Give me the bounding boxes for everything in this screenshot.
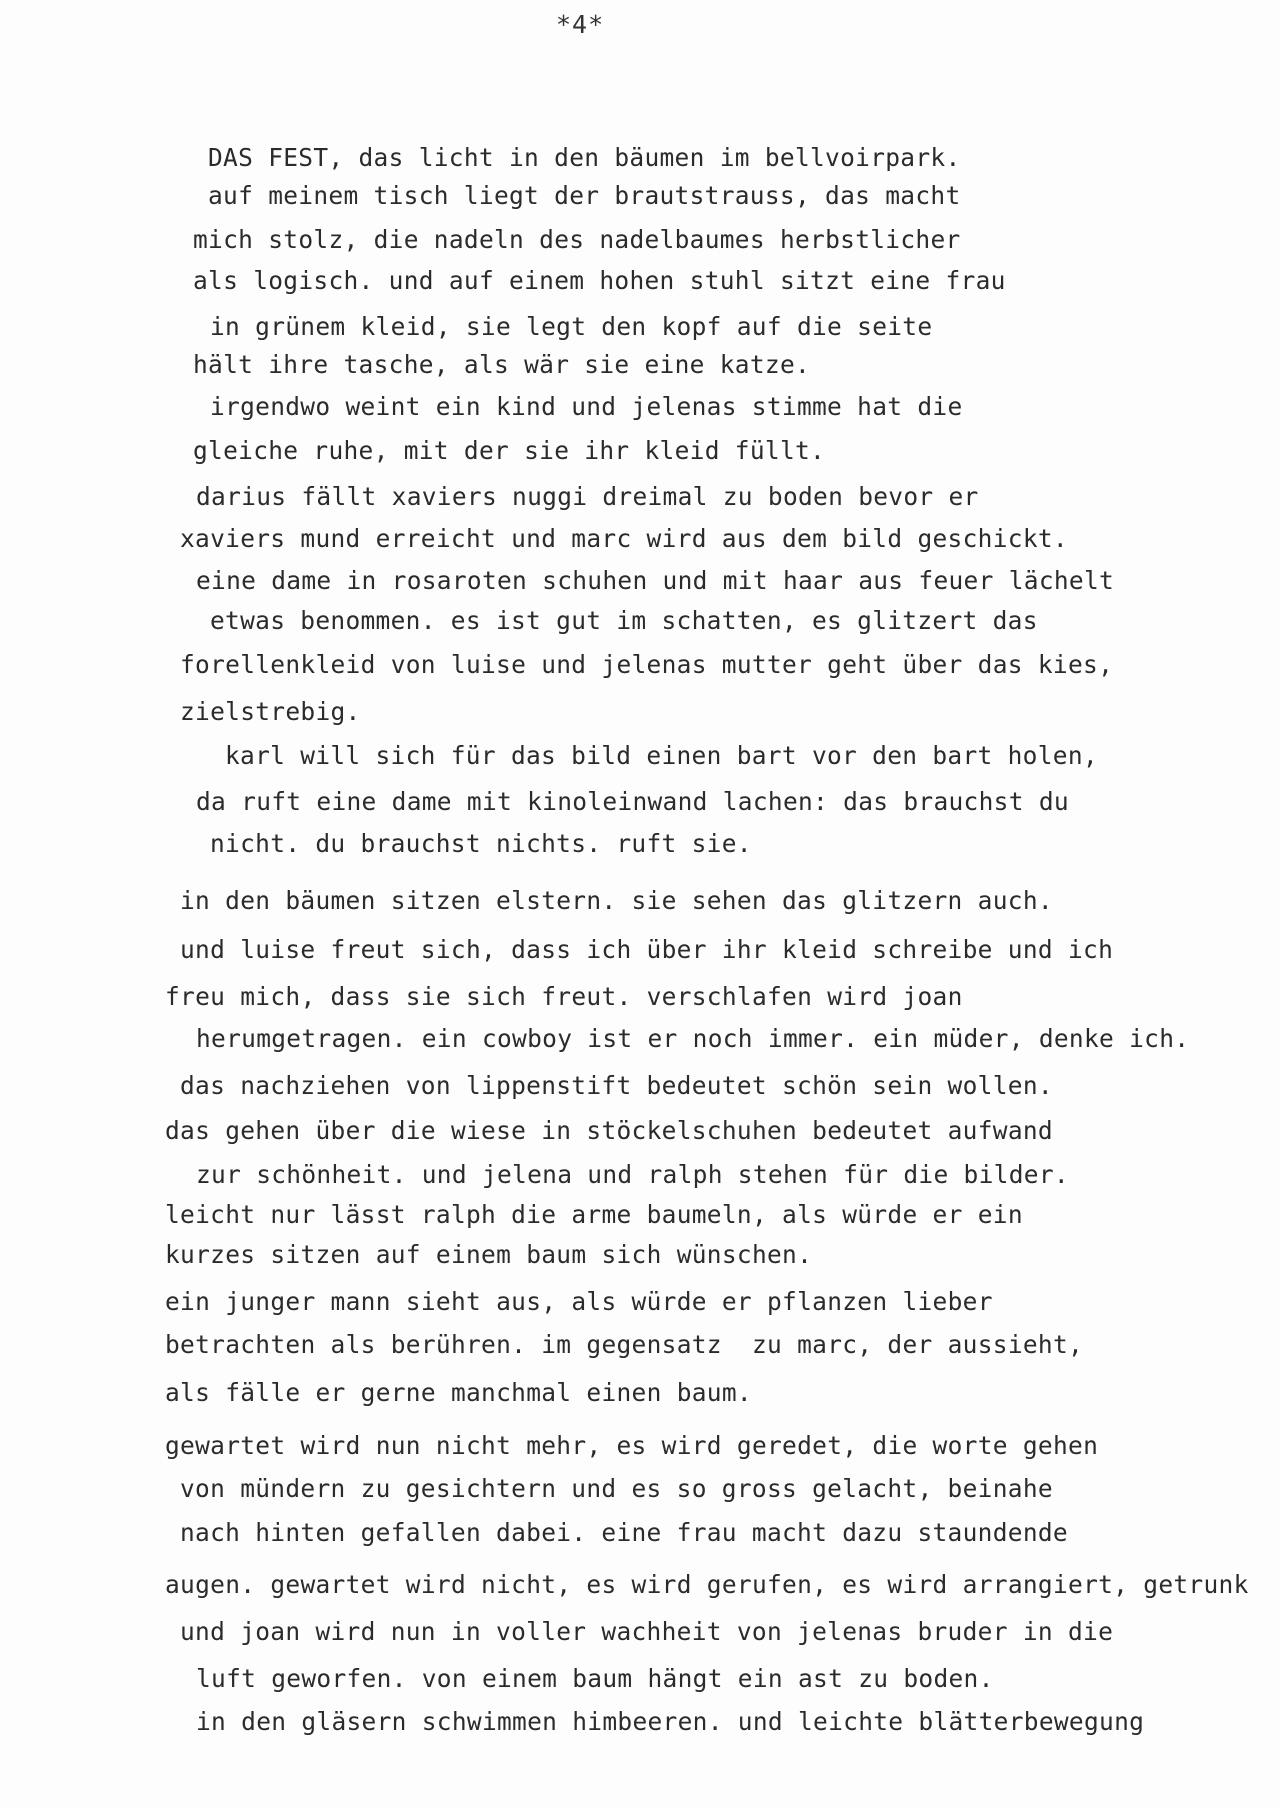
text-line: mich stolz, die nadeln des nadelbaumes herbstlicher — [193, 225, 961, 254]
text-line: hält ihre tasche, als wär sie eine katze. — [193, 350, 811, 379]
page-number: *4* — [556, 10, 605, 39]
text-line: augen. gewartet wird nicht, es wird gerufen, es wird arrangiert, getrunk — [165, 1570, 1249, 1599]
text-line: ein junger mann sieht aus, als würde er pflanzen lieber — [165, 1287, 993, 1316]
text-line: und luise freut sich, dass ich über ihr kleid schreibe und ich — [180, 935, 1114, 964]
text-line: karl will sich für das bild einen bart vor den bart holen, — [225, 741, 1098, 770]
text-line: herumgetragen. ein cowboy ist er noch immer. ein müder, denke ich. — [196, 1024, 1190, 1053]
text-line: eine dame in rosaroten schuhen und mit haar aus feuer lächelt — [196, 566, 1115, 595]
text-line: betrachten als berühren. im gegensatz zu marc, der aussieht, — [165, 1330, 1084, 1359]
text-line: auf meinem tisch liegt der brautstrauss, das macht — [208, 181, 961, 210]
text-line: in grünem kleid, sie legt den kopf auf die seite — [210, 312, 933, 341]
text-line: irgendwo weint ein kind und jelenas stimme hat die — [210, 392, 963, 421]
text-line: in den bäumen sitzen elstern. sie sehen das glitzern auch. — [180, 886, 1053, 915]
text-line: darius fällt xaviers nuggi dreimal zu boden bevor er — [196, 482, 979, 511]
text-line: gewartet wird nun nicht mehr, es wird geredet, die worte gehen — [165, 1431, 1099, 1460]
text-line: gleiche ruhe, mit der sie ihr kleid füllt. — [193, 436, 826, 465]
text-line: zur schönheit. und jelena und ralph stehen für die bilder. — [196, 1160, 1069, 1189]
text-line: als fälle er gerne manchmal einen baum. — [165, 1378, 752, 1407]
text-line: in den gläsern schwimmen himbeeren. und leichte blätterbewegung — [196, 1707, 1145, 1736]
text-line: forellenkleid von luise und jelenas mutter geht über das kies, — [180, 650, 1114, 679]
text-line: DAS FEST, das licht in den bäumen im bellvoirpark. — [208, 143, 961, 172]
text-line: nicht. du brauchst nichts. ruft sie. — [210, 829, 752, 858]
text-line: als logisch. und auf einem hohen stuhl sitzt eine frau — [193, 266, 1006, 295]
text-line: da ruft eine dame mit kinoleinwand lachen: das brauchst du — [196, 787, 1069, 816]
text-line: zielstrebig. — [180, 697, 361, 726]
text-line: etwas benommen. es ist gut im schatten, es glitzert das — [210, 606, 1038, 635]
text-line: xaviers mund erreicht und marc wird aus dem bild geschickt. — [180, 524, 1068, 553]
text-line: leicht nur lässt ralph die arme baumeln, als würde er ein — [165, 1200, 1023, 1229]
text-line: das gehen über die wiese in stöckelschuhen bedeutet aufwand — [165, 1116, 1053, 1145]
text-line: freu mich, dass sie sich freut. verschlafen wird joan — [165, 982, 963, 1011]
text-line: kurzes sitzen auf einem baum sich wünschen. — [165, 1240, 813, 1269]
text-line: und joan wird nun in voller wachheit von jelenas bruder in die — [180, 1617, 1114, 1646]
text-line: luft geworfen. von einem baum hängt ein ast zu boden. — [196, 1664, 994, 1693]
text-line: nach hinten gefallen dabei. eine frau macht dazu staundende — [180, 1518, 1068, 1547]
text-line: das nachziehen von lippenstift bedeutet schön sein wollen. — [180, 1071, 1053, 1100]
text-line: von mündern zu gesichtern und es so gross gelacht, beinahe — [180, 1474, 1053, 1503]
